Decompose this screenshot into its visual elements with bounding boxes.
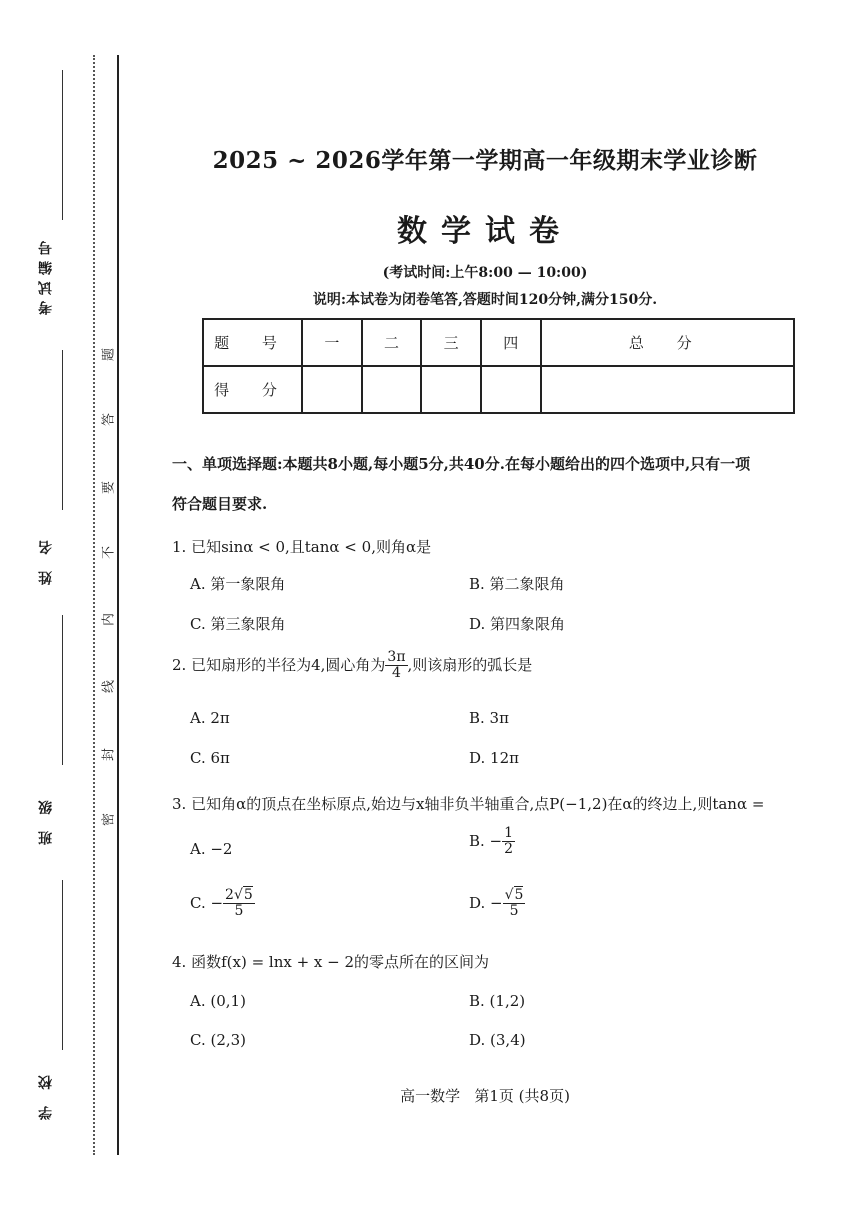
- question-4-stem: 4. 函数f(x) = lnx + x − 2的零点所在的区间为: [172, 953, 490, 971]
- q3-option-d-prefix: D. −: [469, 893, 503, 912]
- seal-char: 密: [101, 813, 117, 827]
- score-table-header-row: [203, 319, 794, 366]
- seal-char: 不: [101, 546, 117, 560]
- score-table-header-cell: 一: [302, 319, 362, 366]
- q3-c-num: 2√5: [225, 887, 253, 903]
- q1-option-b: B. 第二象限角: [469, 575, 565, 593]
- q2-option-c: C. 6π: [190, 749, 230, 767]
- q2-option-a: A. 2π: [190, 709, 230, 727]
- score-table-header-cell: 三: [421, 319, 481, 366]
- school-line: [62, 880, 63, 1050]
- seal-dotted-line: [93, 55, 95, 1155]
- q3-b-num: 1: [504, 825, 514, 841]
- q3-option-c: [190, 888, 255, 920]
- question-2-stem: [172, 650, 532, 682]
- q2-frac-num: 3π: [387, 649, 406, 665]
- q3-b-den: 2: [504, 841, 514, 858]
- q2-fraction: [385, 650, 407, 682]
- class-line: [62, 615, 63, 765]
- exam-instructions: 说明:本试卷为闭卷笔答,答题时间120分钟,满分150分.: [312, 292, 658, 308]
- q3-option-c-fraction: [223, 888, 255, 920]
- q2-frac-den: 4: [392, 665, 401, 682]
- q2-option-d: D. 12π: [469, 749, 519, 767]
- score-table-header-cell: 四: [481, 319, 541, 366]
- score-cell[interactable]: [362, 366, 422, 413]
- score-table-row: [203, 366, 794, 413]
- score-cell[interactable]: [541, 366, 794, 413]
- q1-option-c: C. 第三象限角: [190, 615, 286, 633]
- q4-option-c: C. (2,3): [190, 1031, 247, 1049]
- score-table-header-cell: 题 号: [203, 319, 302, 366]
- q3-d-radicand: 5: [514, 887, 524, 903]
- exam-title: 2025 ~ 2026学年第一学期高一年级期末学业诊断: [212, 147, 758, 174]
- seal-char: 内: [101, 613, 117, 627]
- q4-option-d: D. (3,4): [469, 1031, 526, 1049]
- seal-char: 线: [101, 680, 117, 694]
- q4-option-a: A. (0,1): [190, 992, 246, 1010]
- q3-option-a: A. −2: [190, 840, 233, 858]
- exam-number-label: 考试编号: [38, 235, 54, 315]
- score-table-header-cell: 总 分: [541, 319, 794, 366]
- q4-option-b: B. (1,2): [469, 992, 526, 1010]
- page-footer: 高一数学 第1页 (共8页): [400, 1087, 570, 1105]
- seal-char: 要: [101, 481, 117, 495]
- seal-char: 答: [101, 413, 117, 427]
- exam-time: (考试时间:上午8:00 — 10:00): [382, 265, 588, 281]
- q3-option-c-prefix: C. −: [190, 893, 224, 912]
- class-label: 班 级: [38, 794, 54, 845]
- score-cell[interactable]: [481, 366, 541, 413]
- seal-solid-line: [117, 55, 119, 1155]
- score-table-header-cell: 二: [362, 319, 422, 366]
- section-heading-cont: 符合题目要求.: [172, 495, 268, 513]
- q3-option-b-fraction: [502, 826, 515, 858]
- question-3-stem: 3. 已知角α的顶点在坐标原点,始边与x轴非负半轴重合,点P(−1,2)在α的终边上,则tanα =: [172, 795, 765, 813]
- q3-option-d-fraction: [503, 888, 526, 920]
- subject-title: 数学试卷: [397, 214, 573, 249]
- q3-d-num: √5: [504, 887, 524, 903]
- q3-d-den: 5: [509, 903, 519, 920]
- seal-char: 封: [101, 748, 117, 762]
- question-1-stem: 1. 已知sinα < 0,且tanα < 0,则角α是: [172, 538, 432, 556]
- q2-option-b: B. 3π: [469, 709, 509, 727]
- q3-c-coef: 2: [225, 887, 234, 903]
- q2-stem-post: ,则该扇形的弧长是: [407, 655, 533, 674]
- q2-stem-pre: 2. 已知扇形的半径为4,圆心角为: [172, 655, 386, 674]
- q3-c-radicand: 5: [243, 887, 253, 903]
- q1-option-a: A. 第一象限角: [190, 575, 286, 593]
- name-line: [62, 350, 63, 510]
- score-cell[interactable]: [302, 366, 362, 413]
- q3-option-d: [469, 888, 525, 920]
- section-heading: 一、单项选择题:本题共8小题,每小题5分,共40分.在每小题给出的四个选项中,只有一项: [172, 455, 751, 473]
- q3-option-b-prefix: B. −: [469, 831, 503, 850]
- school-label: 学 校: [38, 1069, 54, 1120]
- exam-number-line: [62, 70, 63, 220]
- name-label: 姓 名: [38, 534, 54, 585]
- score-table: [202, 318, 795, 414]
- q3-option-b: [469, 826, 515, 858]
- score-cell[interactable]: [421, 366, 481, 413]
- q1-option-d: D. 第四象限角: [469, 615, 566, 633]
- score-row-label: 得 分: [203, 366, 302, 413]
- q3-c-den: 5: [234, 903, 244, 920]
- seal-char: 题: [101, 348, 117, 362]
